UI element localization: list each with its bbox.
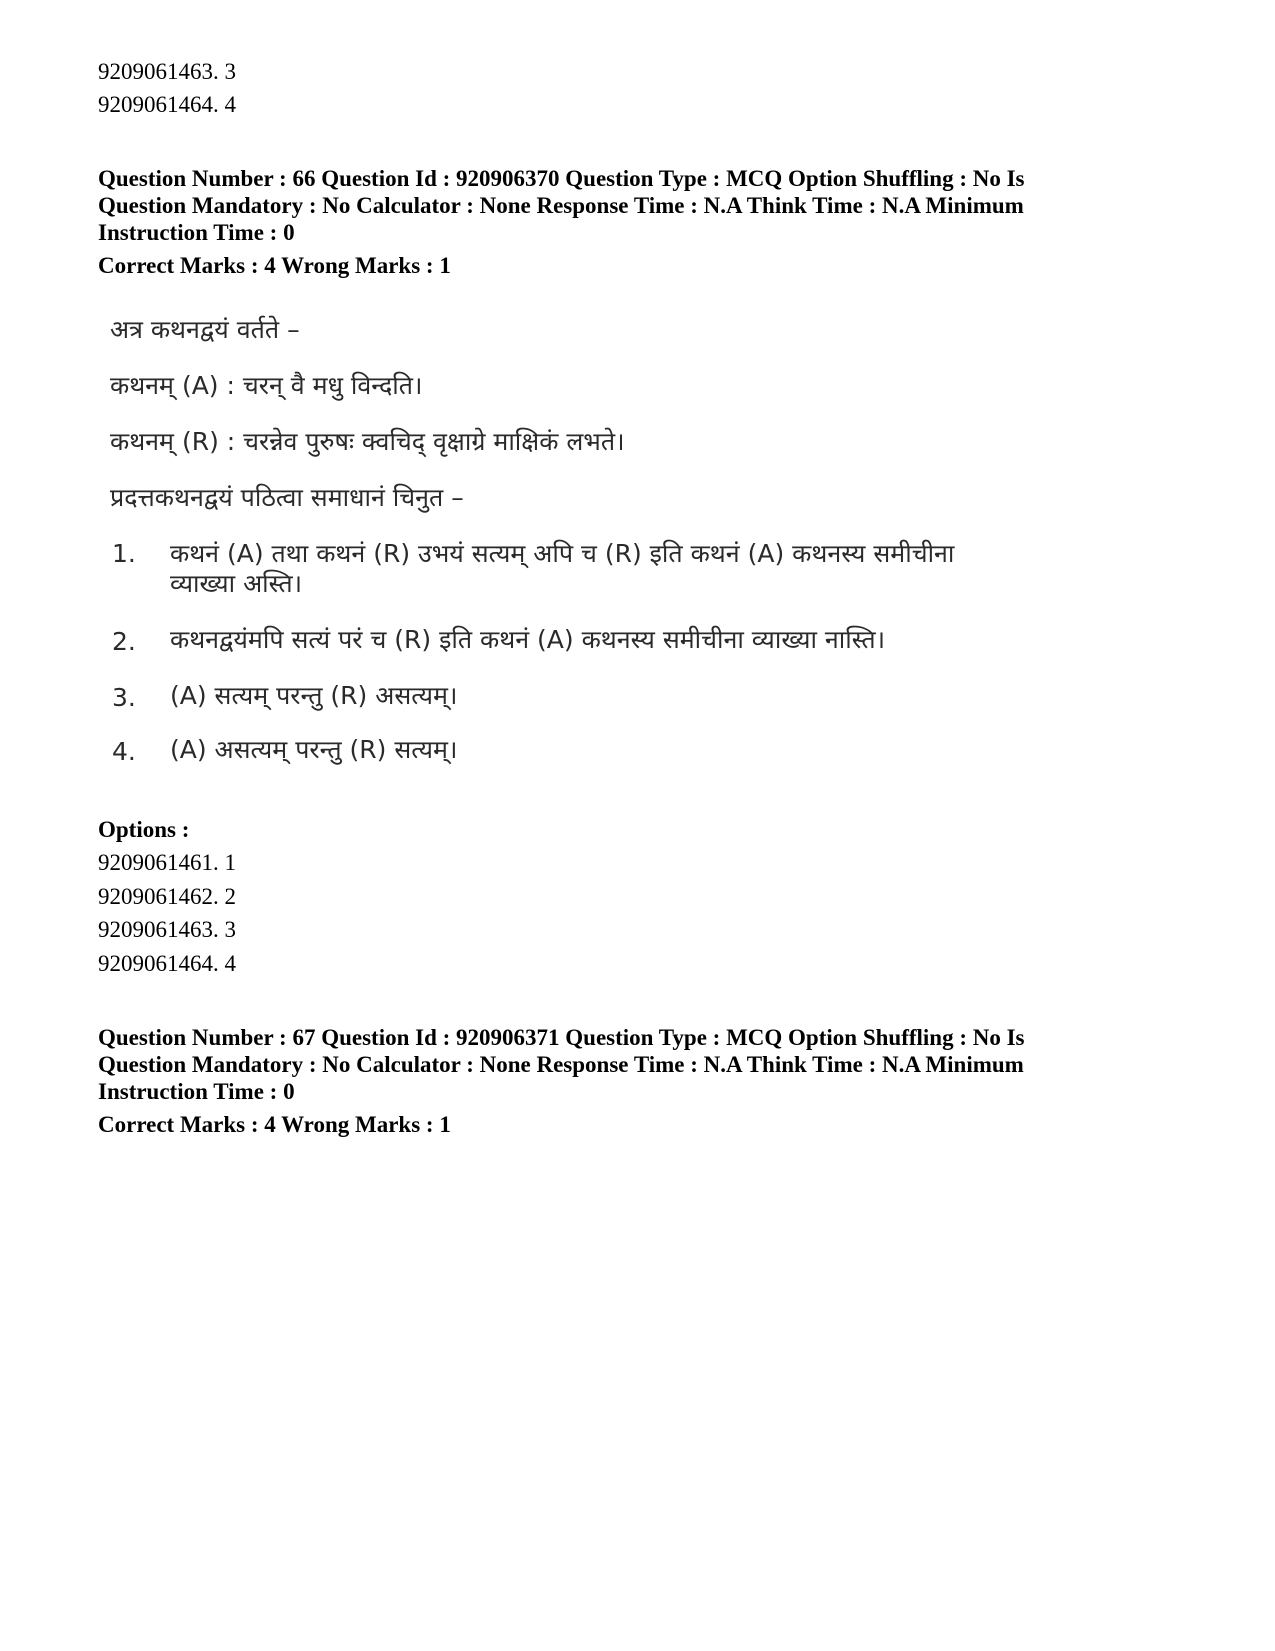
question-header-line: Question Number : 66 Question Id : 920906370 Question Type : MCQ Option Shuffling : No Is xyxy=(98,166,1025,191)
statement-a: कथनम् (A) : चरन् वै मधु विन्दति। xyxy=(110,371,423,400)
option-line: 9209061463. 3 xyxy=(98,59,236,84)
choice-text: कथनं (A) तथा कथनं (R) उभयं सत्यम् अपि च (R) इति कथनं (A) कथनस्य समीचीना xyxy=(170,539,955,568)
option-line: 9209061464. 4 xyxy=(98,92,236,117)
question-header-line: Instruction Time : 0 xyxy=(98,220,295,245)
choice-text: व्याख्या अस्ति। xyxy=(170,569,303,598)
choice-text: (A) सत्यम् परन्तु (R) असत्यम्। xyxy=(170,681,458,710)
choice-number: 1. xyxy=(112,539,136,568)
question-marks: Correct Marks : 4 Wrong Marks : 1 xyxy=(98,253,451,278)
options-label: Options : xyxy=(98,817,190,842)
option-line: 9209061464. 4 xyxy=(98,951,236,976)
statement-r: कथनम् (R) : चरन्नेव पुरुषः क्वचिद् वृक्षाग्रे माक्षिकं लभते। xyxy=(110,427,625,456)
question-header-line: Question Mandatory : No Calculator : None Response Time : N.A Think Time : N.A Minimum xyxy=(98,193,1024,218)
question-content xyxy=(98,302,998,802)
question-instruction: प्रदत्तकथनद्वयं पठित्वा समाधानं चिनुत – xyxy=(110,483,464,512)
choice-number: 2. xyxy=(112,627,136,656)
question-header-line: Question Number : 67 Question Id : 920906371 Question Type : MCQ Option Shuffling : No Is xyxy=(98,1025,1025,1050)
question-marks: Correct Marks : 4 Wrong Marks : 1 xyxy=(98,1112,451,1137)
option-line: 9209061461. 1 xyxy=(98,850,236,875)
question-intro: अत्र कथनद्वयं वर्तते – xyxy=(110,315,300,344)
option-line: 9209061462. 2 xyxy=(98,884,236,909)
choice-number: 3. xyxy=(112,683,136,712)
option-line: 9209061463. 3 xyxy=(98,917,236,942)
question-header-line: Question Mandatory : No Calculator : None Response Time : N.A Think Time : N.A Minimum xyxy=(98,1052,1024,1077)
choice-number: 4. xyxy=(112,737,136,766)
choice-text: कथनद्वयंमपि सत्यं परं च (R) इति कथनं (A) कथनस्य समीचीना व्याख्या नास्ति। xyxy=(170,625,886,654)
question-header-line: Instruction Time : 0 xyxy=(98,1079,295,1104)
choice-text: (A) असत्यम् परन्तु (R) सत्यम्। xyxy=(170,735,458,764)
